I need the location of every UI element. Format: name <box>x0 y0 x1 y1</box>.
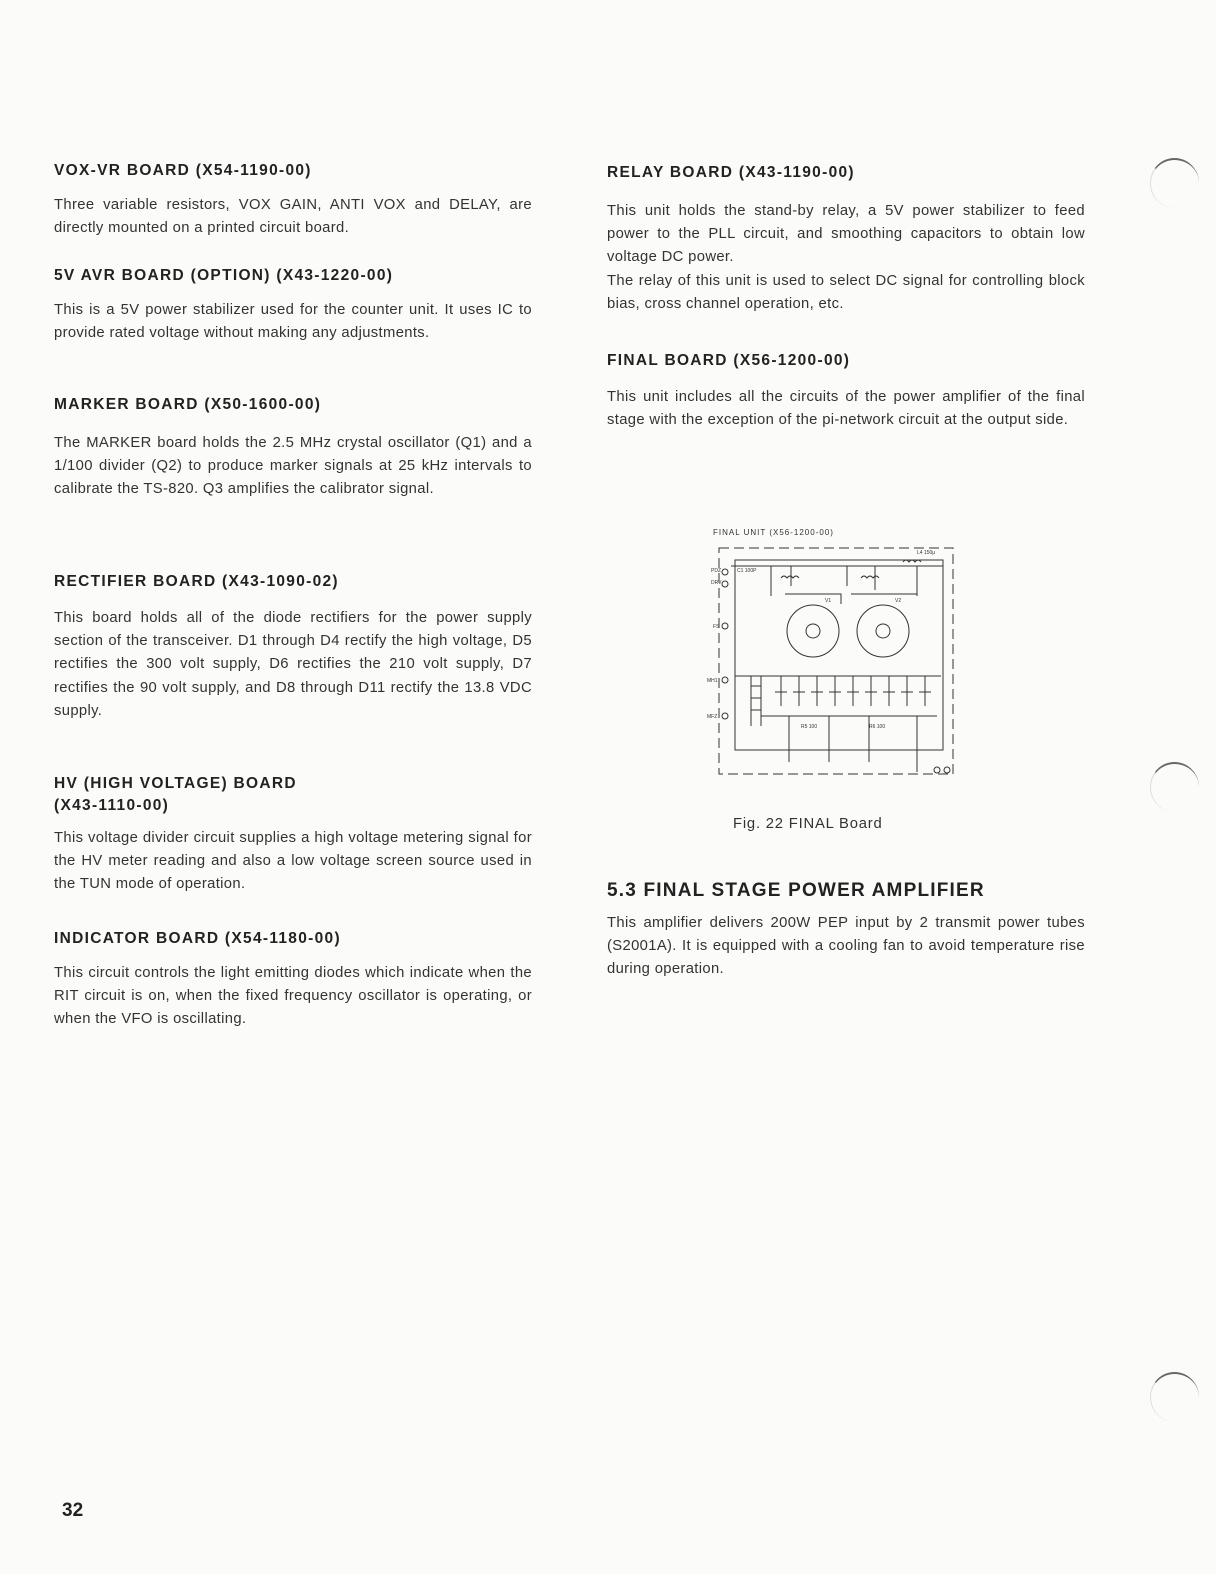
section-heading: RELAY BOARD (X43-1190-00) <box>607 164 855 181</box>
section-heading-part-number: (X43-1110-00) <box>54 797 170 814</box>
section-body: This circuit controls the light emitting diodes which indicate when the RIT circuit is on, when the fixed frequency oscillator is operating, or when the VFO is oscillating. <box>54 965 532 1028</box>
label-v2: V2 <box>895 598 902 604</box>
punch-hole-top <box>1150 158 1199 208</box>
section-heading: MARKER BOARD (X50-1600-00) <box>54 396 322 413</box>
section-heading: FINAL BOARD (X56-1200-00) <box>607 352 851 369</box>
hv-board-section <box>54 773 532 897</box>
punch-hole-bottom <box>1150 1372 1199 1422</box>
section-heading: VOX-VR BOARD (X54-1190-00) <box>54 162 312 179</box>
final-board-section <box>607 350 1085 432</box>
section-body: This voltage divider circuit supplies a high voltage metering signal for the HV meter reading and also a low voltage screen source used in the TUN mode of operation. <box>54 830 532 893</box>
section-body: This is a 5V power stabilizer used for the counter unit. It uses IC to provide rated voltage without making any adjustments. <box>54 302 532 342</box>
label-v1: V1 <box>825 598 832 604</box>
section-body: This unit includes all the circuits of the power amplifier of the final stage with the exception of the pi-network circuit at the output side. <box>607 389 1085 429</box>
section-heading: 5V AVR BOARD (OPTION) (X43-1220-00) <box>54 267 394 284</box>
label-pdz: PDZ <box>711 568 721 574</box>
label-mh1: MH1 <box>707 678 718 684</box>
label-fs: FS <box>713 624 720 630</box>
label-l4: L4 150μ <box>917 550 936 556</box>
punch-hole-middle <box>1150 762 1199 812</box>
section-heading: HV (HIGH VOLTAGE) BOARD <box>54 775 297 792</box>
section-body-2: The relay of this unit is used to select DC signal for controlling block bias, cross channel operation, etc. <box>607 272 1085 312</box>
label-c1: C1 100P <box>737 568 757 574</box>
indicator-board-section <box>54 928 532 1032</box>
section-heading: RECTIFIER BOARD (X43-1090-02) <box>54 573 339 590</box>
rectifier-board-section <box>54 571 532 723</box>
final-unit-schematic <box>691 526 981 806</box>
avr-board-section <box>54 265 532 345</box>
section-body: This unit holds the stand-by relay, a 5V power stabilizer to feed power to the PLL circuit, and smoothing capacitors to obtain low voltage DC power. <box>607 203 1085 266</box>
vox-vr-board-section <box>54 160 532 240</box>
section-heading: INDICATOR BOARD (X54-1180-00) <box>54 930 341 947</box>
label-drv: DRV <box>711 580 722 586</box>
label-r5: R5 100 <box>801 724 818 730</box>
section-body: The MARKER board holds the 2.5 MHz crystal oscillator (Q1) and a 1/100 divider (Q2) to produce marker signals at 25 kHz intervals to calibrate the TS-820. Q3 amplifies the calibrator signal. <box>54 435 532 498</box>
relay-board-section <box>607 162 1085 316</box>
figure-caption: Fig. 22 FINAL Board <box>733 816 883 832</box>
marker-board-section <box>54 394 532 502</box>
label-r6: R6 100 <box>869 724 886 730</box>
final-stage-amplifier-section <box>607 880 1085 982</box>
section-body: Three variable resistors, VOX GAIN, ANTI VOX and DELAY, are directly mounted on a printed circuit board. <box>54 197 532 237</box>
label-mfz: MFZ <box>707 714 718 720</box>
page-number: 32 <box>62 1500 84 1521</box>
section-title: 5.3 FINAL STAGE POWER AMPLIFIER <box>607 880 985 901</box>
section-body: This board holds all of the diode rectifiers for the power supply section of the transceiver. D1 through D4 rectify the high voltage, D5 rectifies the 300 volt supply, D6 rectifies the 210 volt supply, D7 rectifies the 90 volt supply, and D8 through D11 rectify the 13.8 VDC supply. <box>54 610 532 719</box>
schematic-title: FINAL UNIT (X56-1200-00) <box>713 528 834 537</box>
section-body: This amplifier delivers 200W PEP input by 2 transmit power tubes (S2001A). It is equipped with a cooling fan to avoid temperature rise during operation. <box>607 915 1085 978</box>
